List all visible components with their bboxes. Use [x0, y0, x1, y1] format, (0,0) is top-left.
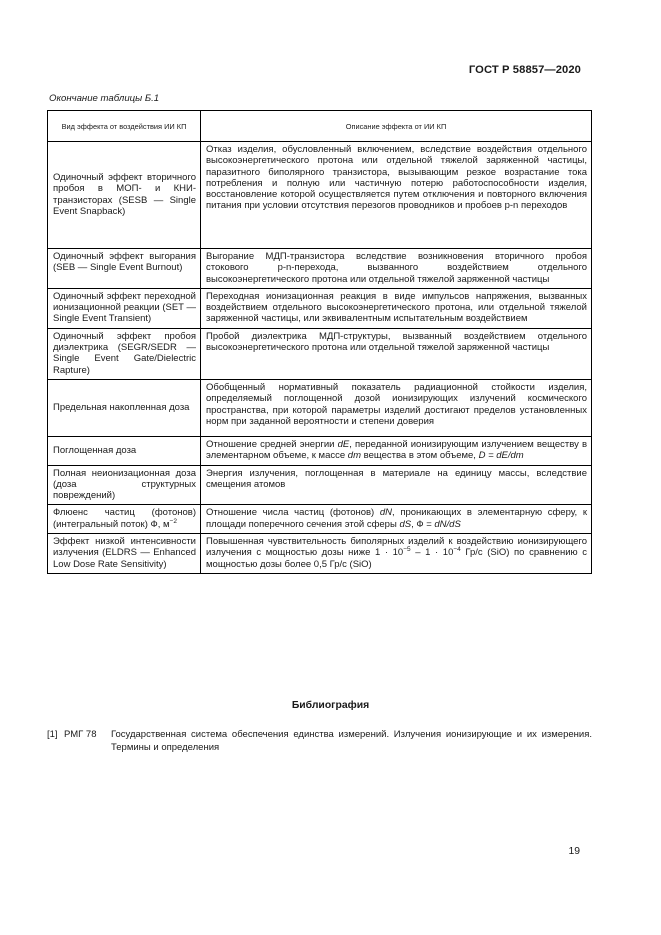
desc-symbol: dN	[379, 507, 393, 519]
desc-symbol: dE	[337, 438, 350, 450]
standard-designation: ГОСТ Р 58857—2020	[468, 64, 581, 76]
exponent: −5	[403, 546, 411, 554]
desc-text: Отношение числа частиц (фотонов)	[206, 507, 380, 519]
table-row	[48, 436, 592, 465]
desc-text: , проникающих в элементарную сферу, к площади поперечного сечения этой сферы	[206, 507, 588, 530]
column-header-description: Описание эффекта от ИИ КП	[201, 111, 592, 142]
term-cell: Полная неионизационная доза (доза структурных повреждений)	[48, 465, 201, 505]
table-row	[48, 288, 592, 328]
desc-text: Повышенная чувствительность биполярных изделий к воздействию ионизирующего излучения с мощностью дозы ниже 1 · 10	[206, 536, 587, 559]
table-row	[48, 379, 592, 436]
term-cell: Одиночный эффект переходной ионизационной реакции (SET — Single Event Transient)	[48, 288, 201, 328]
desc-text: , переданной ионизирующим излучением веществу в элементарном объеме, к массе	[206, 438, 587, 462]
term-cell: Одиночный эффект пробоя диэлектрика (SEGR/SEDR — Single Event Gate/Dielectric Rapture)	[48, 328, 201, 379]
term-cell: Поглощенная доза	[48, 436, 201, 465]
table-row	[48, 249, 592, 289]
bibliography-number: [1]	[47, 729, 58, 740]
desc-symbol: dS	[399, 518, 412, 530]
description-cell: Выгорание МДП-транзистора вследствие возникновения вторичного пробоя стокового p-n-перехода, вызванного воздействием отдельного высокоэнергетического протона или отдельной тяжелой заряженной частицы	[201, 249, 592, 289]
term-cell: Одиночный эффект вторичного пробоя в МОП- и КНИ-транзисторах (SESB — Single Event Snapback)	[48, 142, 201, 249]
desc-text: Гр/с (SiO) по сравнению с мощностью дозы более 0,5 Гр/с (SiO)	[206, 547, 587, 570]
description-cell: Пробой диэлектрика МДП-структуры, вызванный воздействием отдельного высокоэнергетического протона или отдельной тяжелой заряженной частицы	[201, 328, 592, 379]
desc-text: вещества в этом объеме,	[361, 450, 479, 462]
bibliography-title: Библиография	[291, 700, 370, 711]
description-cell: Отказ изделия, обусловленный включением, вследствие воздействия отдельного высокоэнергетического протона или отдельной тяжелой заряженной частицы, паразитного биполярного транзистора, вызывающим резкое возрастание тока потребления и полную или частичную потерю работоспособности изделия, восстановление которой осуществляется путем отключения и повторного включения питания при условии отсутствия перезогов проводников и пробоев p-n переходов	[201, 142, 592, 249]
page-number: 19	[568, 846, 580, 857]
desc-formula: D = dE/dm	[478, 450, 524, 462]
bibliography-entry	[47, 729, 592, 754]
table-row	[48, 142, 592, 249]
bibliography-text: Государственная система обеспечения единства измерений. Излучения ионизирующие и их измерения. Термины и определения	[111, 729, 592, 753]
description-cell	[201, 436, 592, 465]
description-cell: Энергия излучения, поглощенная в материале на единицу массы, вследствие смещения атомов	[201, 465, 592, 505]
term-text: Флюенс частиц (фотонов) (интегральный поток) Ф, м	[53, 507, 196, 530]
desc-text: – 1 · 10	[410, 547, 454, 559]
desc-symbol: dm	[347, 450, 361, 462]
table-header-row	[48, 111, 592, 142]
description-cell	[201, 505, 592, 534]
column-header-effect-type: Вид эффекта от воздействия ИИ КП	[48, 111, 201, 142]
desc-text: Отношение средней энергии	[206, 438, 338, 450]
term-cell: Эффект низкой интенсивности излучения (ELDRS — Enhanced Low Dose Rate Sensitivity)	[48, 534, 201, 574]
table-row	[48, 328, 592, 379]
bibliography-code: РМГ 78	[64, 729, 97, 740]
term-cell: Одиночный эффект выгорания (SEB — Single Event Burnout)	[48, 249, 201, 289]
unit-exponent: −2	[169, 517, 177, 525]
table-caption: Окончание таблицы Б.1	[49, 93, 160, 104]
table-row	[48, 505, 592, 534]
table-row	[48, 534, 592, 574]
exponent: −4	[453, 546, 461, 554]
description-cell	[201, 534, 592, 574]
table-row	[48, 465, 592, 505]
term-cell: Предельная накопленная доза	[48, 379, 201, 436]
description-cell: Обобщенный нормативный показатель радиационной стойкости изделия, определяемый поглощенной дозой ионизирующих излучений космического пространства, при которой параметры изделий достигают пределов установленных норм при заданной вероятности и степени доверия	[201, 379, 592, 436]
effects-table	[47, 110, 592, 574]
description-cell: Переходная ионизационная реакция в виде импульсов напряжения, вызванных воздействием отдельного высокоэнергетического протона, или отдельной тяжелой заряженной частицы, или эквивалентным испытательным воздействием	[201, 288, 592, 328]
desc-formula: dN/dS	[434, 518, 461, 530]
desc-text: , Ф =	[411, 518, 435, 530]
term-cell	[48, 505, 201, 534]
